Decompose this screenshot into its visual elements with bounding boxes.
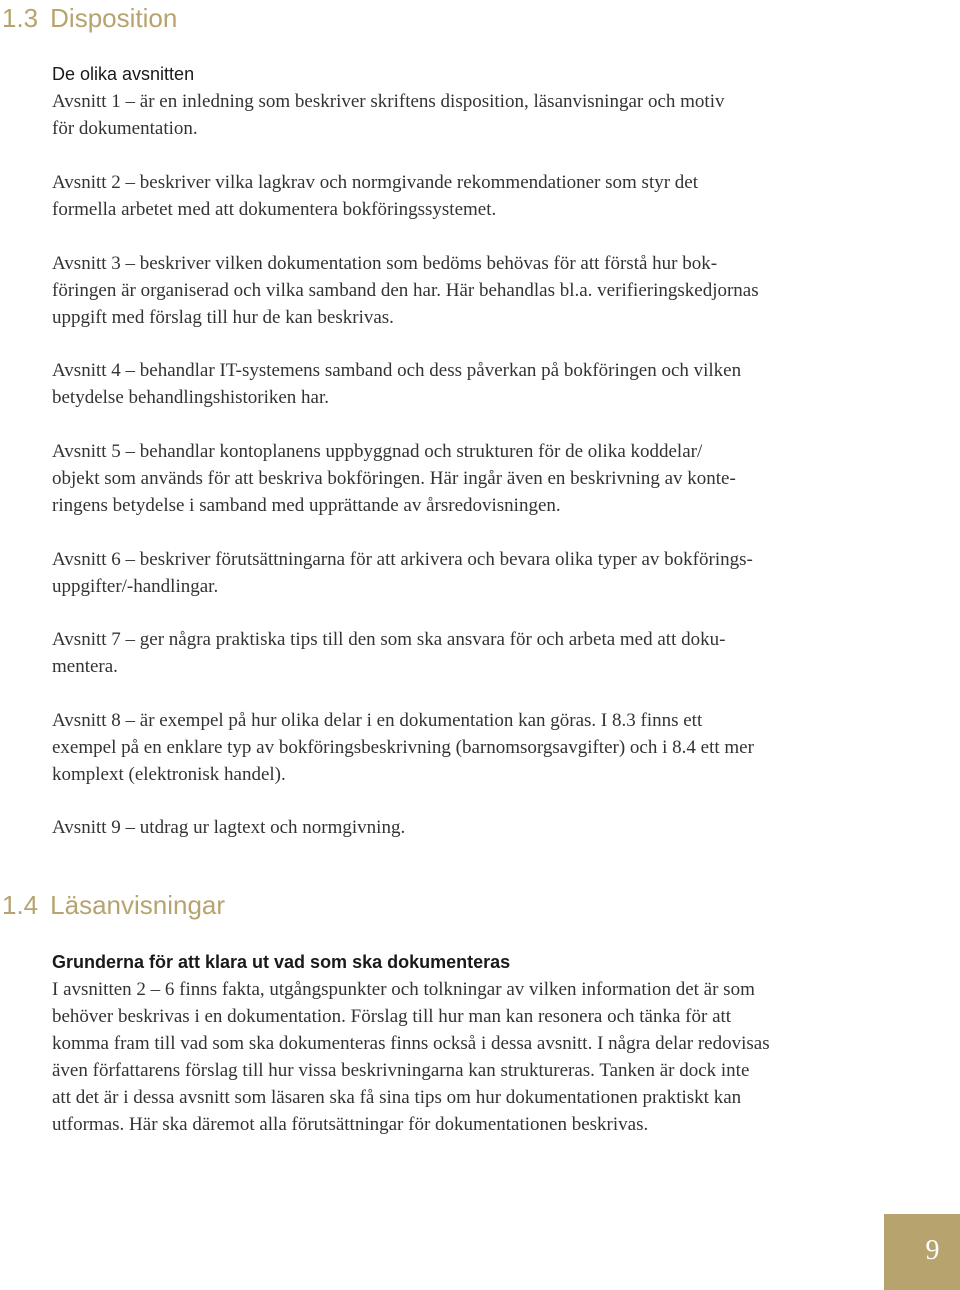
page-number-badge [884,1214,960,1290]
paragraph-line: Avsnitt 2 – beskriver vilka lagkrav och normgivande rekommendationer som styr det [52,172,699,193]
section-title: Disposition [50,3,178,33]
paragraph-line: föringen är organiserad och vilka samband den har. Här behandlas bl.a. verifieringskedjornas [52,280,759,301]
subheading-what-to-document: Grunderna för att klara ut vad som ska dokumenteras [52,952,511,972]
section-title: Läsanvisningar [50,890,226,920]
paragraph-line: betydelse behandlingshistoriken har. [52,387,330,408]
paragraph-line: även författarens förslag till hur vissa beskrivningarna kan struktureras. Tanken är dock inte [52,1060,750,1081]
paragraph-line: formella arbetet med att dokumentera bokföringssystemet. [52,199,497,220]
paragraph-section-2 [52,169,882,223]
paragraph-line: Avsnitt 6 – beskriver förutsättningarna för att arkivera och bevara olika typer av bokförings- [52,549,753,570]
paragraph-line: komma fram till vad som ska dokumenteras finns också i dessa avsnitt. I några delar redovisas [52,1033,770,1054]
paragraph-line: ringens betydelse i samband med upprättande av årsredovisningen. [52,495,561,516]
paragraph-section-7 [52,626,882,680]
page-number: 9 [925,1235,940,1266]
paragraph-line: att det är i dessa avsnitt som läsaren ska få sina tips om hur dokumentationen praktiskt kan [52,1087,742,1108]
paragraph-line: uppgift med förslag till hur de kan beskrivas. [52,307,394,328]
section-heading-disposition [2,2,177,34]
paragraph-section-9 [52,814,882,841]
subheading-sections: De olika avsnitten [52,64,195,84]
paragraph-line: mentera. [52,656,118,677]
paragraph-line: Avsnitt 8 – är exempel på hur olika delar i en dokumentation kan göras. I 8.3 finns ett [52,710,703,731]
paragraph-line: Avsnitt 7 – ger några praktiska tips till den som ska ansvara för och arbeta med att doku- [52,629,726,650]
paragraph-line: Avsnitt 9 – utdrag ur lagtext och normgivning. [52,817,406,838]
paragraph-section-8 [52,707,882,788]
paragraph-section-1 [52,88,882,142]
paragraph-line: Avsnitt 5 – behandlar kontoplanens uppbyggnad och strukturen för de olika koddelar/ [52,441,703,462]
paragraph-line: komplext (elektronisk handel). [52,764,286,785]
paragraph-line: uppgifter/-handlingar. [52,576,219,597]
paragraph-section-6 [52,546,882,600]
paragraph-line: utformas. Här ska däremot alla förutsättningar för dokumentationen beskrivas. [52,1114,649,1135]
section-heading-reading-instructions [2,889,225,921]
paragraph-section-4 [52,357,882,411]
paragraph-line: Avsnitt 3 – beskriver vilken dokumentation som bedöms behövas för att förstå hur bok- [52,253,718,274]
paragraph-reading-instructions [52,976,882,1138]
paragraph-line: objekt som används för att beskriva bokföringen. Här ingår även en beskrivning av konte- [52,468,736,489]
paragraph-line: exempel på en enklare typ av bokföringsbeskrivning (barnomsorgsavgifter) och i 8.4 ett mer [52,737,754,758]
section-number: 1.4 [2,890,39,920]
paragraph-line: Avsnitt 4 – behandlar IT-systemens samband och dess påverkan på bokföringen och vilken [52,360,742,381]
paragraph-section-3 [52,250,882,331]
paragraph-section-5 [52,438,882,519]
paragraph-line: Avsnitt 1 – är en inledning som beskriver skriftens disposition, läsanvisningar och motiv [52,91,725,112]
paragraph-line: I avsnitten 2 – 6 finns fakta, utgångspunkter och tolkningar av vilken information det är som [52,979,755,1000]
section-number: 1.3 [2,3,39,33]
paragraph-line: behöver beskrivas i en dokumentation. Förslag till hur man kan resonera och tänka för att [52,1006,732,1027]
paragraph-line: för dokumentation. [52,118,198,139]
